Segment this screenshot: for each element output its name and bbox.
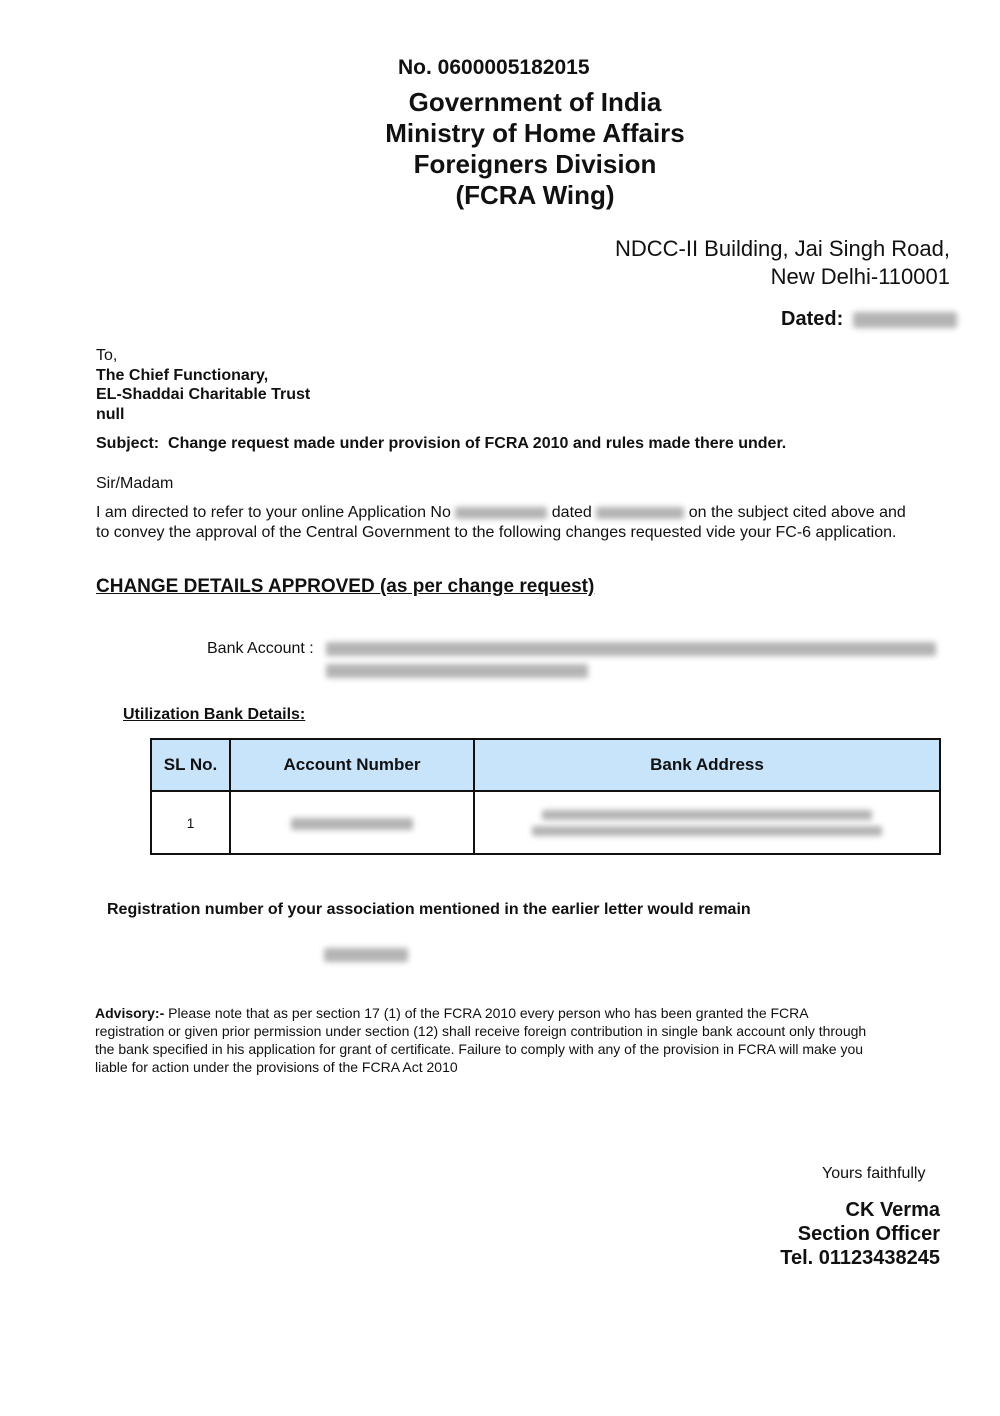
redacted-bank-address-line1 <box>542 810 872 820</box>
subject-label: Subject: <box>96 435 160 452</box>
body-text-2: dated <box>551 504 592 521</box>
advisory-line-3: the bank specified in his application for grant of certificate. Failure to comply with any of the provision in FCRA will make you <box>95 1041 864 1057</box>
redacted-date <box>853 312 957 328</box>
office-address-line1: NDCC-II Building, Jai Singh Road, <box>614 236 950 261</box>
bank-account-label: Bank Account : <box>207 640 314 657</box>
body-text-3: on the subject cited above and <box>688 504 906 521</box>
recipient-title: The Chief Functionary, <box>96 366 269 384</box>
recipient-to: To, <box>96 347 118 364</box>
advisory-label: Advisory:- <box>95 1005 165 1021</box>
header-division: Foreigners Division <box>413 149 657 179</box>
advisory-line-4: liable for action under the provisions of the FCRA Act 2010 <box>95 1059 458 1075</box>
redacted-application-no <box>455 507 547 519</box>
header-bank-address: Bank Address <box>474 739 940 791</box>
redacted-bank-account-line1 <box>326 642 936 656</box>
advisory-line-2: registration or given prior permission under section (12) shall receive foreign contribution in single bank account only through <box>95 1023 867 1039</box>
recipient-block <box>96 346 310 424</box>
table-header-row <box>151 739 940 791</box>
body-line-1 <box>96 503 946 523</box>
utilization-title: Utilization Bank Details: <box>123 706 306 723</box>
subject-text: Change request made under provision of FCRA 2010 and rules made there under. <box>168 435 787 452</box>
advisory-line-1 <box>95 1004 940 1022</box>
recipient-organization: EL-Shaddai Charitable Trust <box>96 386 311 403</box>
utilization-bank-table <box>150 738 941 855</box>
salutation: Sir/Madam <box>96 475 174 492</box>
section-title: CHANGE DETAILS APPROVED (as per change request) <box>96 576 595 597</box>
signatory-name: CK Verma <box>845 1199 940 1221</box>
header-government: Government of India <box>408 87 662 117</box>
redacted-bank-address-line2 <box>532 826 882 836</box>
body-text-1: I am directed to refer to your online Application No <box>96 504 451 521</box>
office-address-line2: New Delhi-110001 <box>770 264 950 289</box>
cell-sl-no: 1 <box>151 791 230 854</box>
reference-number: No. 0600005182015 <box>398 56 590 79</box>
body-paragraph <box>96 503 946 543</box>
signatory-title: Section Officer <box>797 1223 940 1245</box>
table-row <box>151 791 940 854</box>
cell-account-number <box>230 791 474 854</box>
redacted-application-date <box>596 507 684 519</box>
redacted-account-number <box>291 818 413 830</box>
redacted-bank-account <box>326 642 936 678</box>
body-line-2: to convey the approval of the Central Government to the following changes requested vide your FC-6 application. <box>96 524 897 541</box>
header-wing: (FCRA Wing) <box>455 180 615 210</box>
subject-line <box>96 435 786 453</box>
signatory-telephone: Tel. 01123438245 <box>780 1247 940 1269</box>
recipient-address: null <box>96 405 125 423</box>
dated-field <box>781 308 957 331</box>
header-sl-no: SL No. <box>151 739 230 791</box>
redacted-registration-number <box>324 948 408 962</box>
signatory-block <box>780 1198 940 1270</box>
header-ministry: Ministry of Home Affairs <box>385 118 685 148</box>
closing-text: Yours faithfully <box>822 1165 926 1182</box>
header-account-number: Account Number <box>230 739 474 791</box>
redacted-bank-account-line2 <box>326 664 588 678</box>
cell-bank-address <box>474 791 940 854</box>
registration-text: Registration number of your association mentioned in the earlier letter would remain <box>107 901 751 918</box>
dated-label: Dated: <box>781 308 844 330</box>
advisory-text-1: Please note that as per section 17 (1) of the FCRA 2010 every person who has been granted the FCRA <box>168 1005 809 1021</box>
advisory-block <box>95 1004 940 1076</box>
